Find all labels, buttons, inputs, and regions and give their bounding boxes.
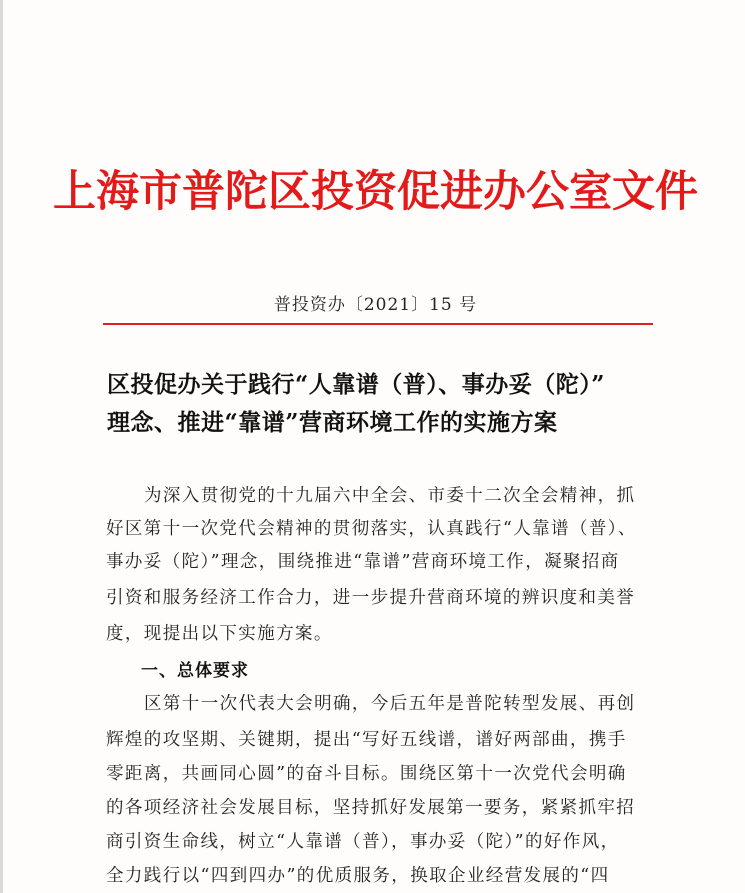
section-paragraph-line: 辉煌的攻坚期、关键期，提出“写好五线谱，谱好两部曲，携手 xyxy=(106,730,627,750)
section-paragraph-line: 商引资生命线，树立“人靠谱（普），事办妥（陀）”的好作风， xyxy=(106,832,620,852)
intro-paragraph-line: 好区第十一次党代会精神的贯彻落实，认真践行“人靠谱（普）、 xyxy=(106,519,637,539)
intro-paragraph-line: 为深入贯彻党的十九届六中全会、市委十二次全会精神，抓 xyxy=(144,486,636,506)
section-paragraph-line: 区第十一次代表大会明确，今后五年是普陀转型发展、再创 xyxy=(144,694,636,714)
intro-paragraph-line: 度，现提出以下实施方案。 xyxy=(106,624,333,644)
intro-paragraph-line: 引资和服务经济工作合力，进一步提升营商环境的辨识度和美誉 xyxy=(106,588,636,608)
intro-paragraph-line: 事办妥（陀）”理念，围绕推进“靠谱”营商环境工作，凝聚招商 xyxy=(106,552,620,572)
document-number: 普投资办〔2021〕15 号 xyxy=(273,295,478,315)
document-title-line-2: 理念、推进“靠谱”营商环境工作的实施方案 xyxy=(107,409,558,436)
section-paragraph-line: 的各项经济社会发展目标，坚持抓好发展第一要务，紧紧抓牢招 xyxy=(106,798,636,818)
section-paragraph-line: 零距离，共画同心圆”的奋斗目标。围绕区第十一次党代会明确 xyxy=(106,764,627,784)
issuer-header: 上海市普陀区投资促进办公室文件 xyxy=(53,167,698,217)
document-title-line-1: 区投促办关于践行“人靠谱（普）、事办妥（陀）” xyxy=(107,371,605,398)
section-heading: 一、总体要求 xyxy=(141,661,249,681)
section-paragraph-line: 全力践行以“四到四办”的优质服务，换取企业经营发展的“四 xyxy=(106,866,610,886)
red-divider-line xyxy=(103,323,653,325)
